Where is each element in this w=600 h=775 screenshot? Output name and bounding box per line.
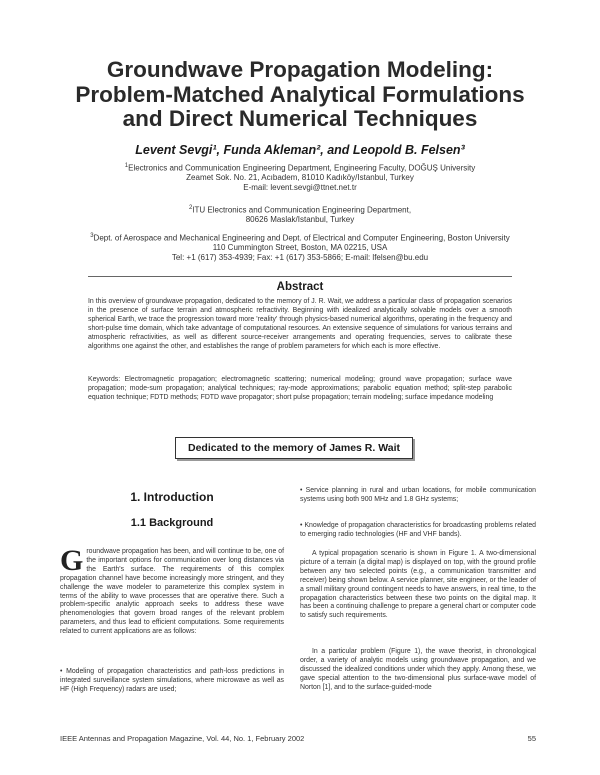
affiliation-1-line-1: Electronics and Communication Engineering Department, Engineering Faculty, DOĞUŞ University	[128, 163, 476, 173]
intro-paragraph	[60, 544, 284, 637]
affiliation-2-number: 2	[188, 205, 193, 211]
journal-footer: IEEE Antennas and Propagation Magazine, Vol. 44, No. 1, February 2002	[60, 734, 305, 743]
affiliation-3-contact: Tel: +1 (617) 353-4939; Fax: +1 (617) 353-5866; E-mail: lfelsen@bu.edu	[171, 252, 429, 262]
affiliation-3	[50, 232, 550, 262]
right-paragraph-1-text: A typical propagation scenario is shown in Figure 1. A two-dimensional picture of a terrain (a digital map) is displayed on top, with the ground profile between any two selected points (e.g., a communication transmitter and receiver) being shown below. A service planner, site engineer, or the leader of a small military ground contingent needs to have answers, in real time, to the propagation characteristics between these two points on the digital map. It has been a continuing challenge to prepare a general chart or computer code to satisfy such requirements.	[300, 550, 536, 620]
affiliation-1-email: E-mail: levent.sevgi@ttnet.net.tr	[243, 182, 357, 192]
right-bullet-2-text: • Knowledge of propagation characteristics for broadcasting problems related to emerging radio technologies (HF and VHF bands).	[300, 522, 536, 538]
abstract-divider	[88, 276, 512, 277]
title-line-2: Problem-Matched Analytical Formulations	[75, 81, 525, 107]
affiliation-3-line-2: 110 Cummington Street, Boston, MA 02215, USA	[212, 243, 388, 253]
right-paragraph-2-text: In a particular problem (Figure 1), the wave theorist, in chronological order, a variety of analytic models using groundwave propagation, and we discussed the idealized conditions under which they apply. Among these, we gave special attention to the two-dimensional plus surface-wave model of Norton [1], and to the surface-guided-mode	[300, 648, 536, 691]
dedication-box: Dedicated to the memory of James R. Wait	[175, 437, 413, 459]
title-line-1: Groundwave Propagation Modeling:	[106, 57, 494, 82]
section-heading-introduction: 1. Introduction	[130, 490, 214, 504]
drop-cap: G	[60, 544, 84, 577]
subsection-heading-background: 1.1 Background	[130, 517, 214, 529]
abstract-heading: Abstract	[276, 281, 324, 293]
affiliation-3-line-1: Dept. of Aerospace and Mechanical Engineering and Dept. of Electrical and Computer Engineering, Boston University	[93, 233, 510, 243]
affiliation-1-line-2: Zeamet Sok. No. 21, Acıbadem, 81010 Kadıköy/Istanbul, Turkey	[186, 173, 414, 183]
affiliation-2	[70, 204, 530, 225]
author-list: Levent Sevgi¹, Funda Akleman², and Leopold B. Felsen³	[135, 143, 465, 157]
right-bullet-item-1	[300, 487, 536, 505]
intro-text: roundwave propagation has been, and will continue to be, one of the important options for communication over long distances via the Earth's surface. The requirements of this complex propagation channel have become increasingly more stringent, and they challenge the wave modeler to parameterize this complex system in terms of the ability to wave processes that are operative there. Such a problem-specific analytic approach seeks to address these wave phenomenologies that govern broad ranges of the relevant problem parameters, and thus lead to efficient computations. Some requirements related to current applications are as follows:	[60, 548, 284, 636]
paper-title	[40, 58, 560, 132]
left-bullet-text: • Modeling of propagation characteristics and path-loss predictions in integrated surveillance system simulations, where microwave as well as HF (High Frequency) radars are used;	[60, 668, 284, 693]
right-bullet-1-text: • Service planning in rural and urban locations, for mobile communication systems using both 900 MHz and 1.8 GHz systems;	[300, 487, 536, 503]
abstract-body: In this overview of groundwave propagation, dedicated to the memory of J. R. Wait, we address a particular class of propagation scenarios in the presence of surface terrain and atmospheric refractivity. Beginning with idealized analytically solvable models over a smooth spherical Earth, we trace the progression toward more 'reality' through physics-based numerical algorithms, operating in the frequency and short-pulse time domain, which take advantage of computational resources. An extensive sequence of simulations for various terrains and atmospheric refractivities, as well as different source-receiver arrangements and operating frequencies, serves to calibrate these algorithms one against the other, and establishes the range of problem parameters for which each is more effective.	[88, 298, 512, 350]
affiliation-2-line-1: ITU Electronics and Communication Engineering Department,	[192, 205, 412, 215]
page-number: 55	[527, 734, 536, 743]
left-bullet-item	[60, 668, 284, 695]
right-paragraph-2	[300, 648, 536, 693]
right-paragraph-1	[300, 550, 536, 621]
keywords: Keywords: Electromagnetic propagation; electromagnetic scattering; numerical modeling; ground wave propagation; surface wave propagation; mode-sum propagation; analytical techniques; ray-mode approximations; parabolic equation method; split-step parabolic equation technique; FDTD methods; FDTD wave propagator; short pulse propagation; terrain modeling; surface impedance modeling	[88, 376, 512, 401]
affiliation-2-line-2: 80626 Maslak/Istanbul, Turkey	[245, 215, 355, 225]
title-line-3: and Direct Numerical Techniques	[122, 106, 478, 131]
affiliation-1-number: 1	[124, 163, 129, 169]
affiliation-3-number: 3	[90, 233, 94, 239]
affiliation-1	[70, 162, 530, 192]
right-bullet-item-2	[300, 522, 536, 540]
